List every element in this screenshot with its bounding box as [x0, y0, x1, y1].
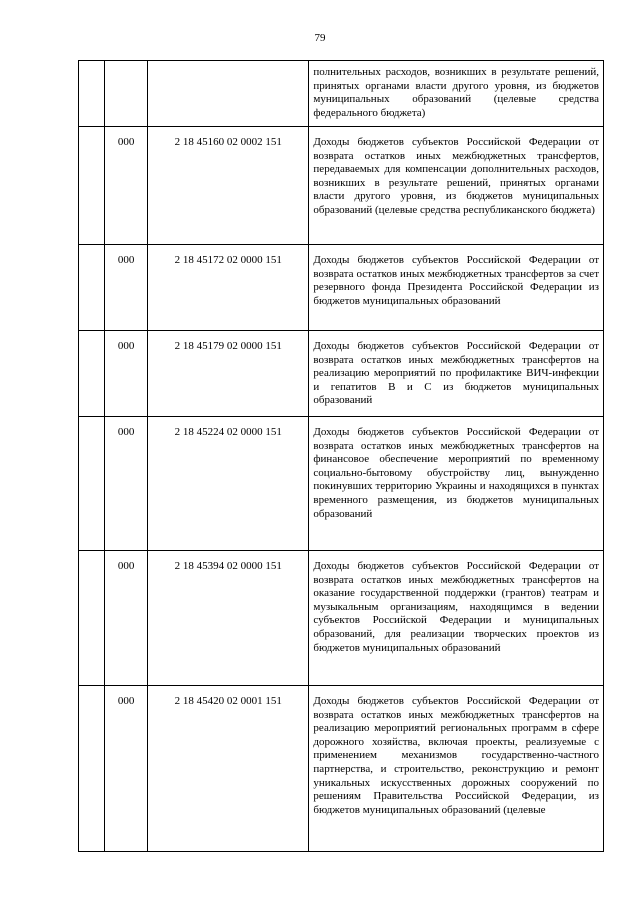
- budget-codes-table: [78, 60, 604, 852]
- budget-code-cell: 2 18 45179 02 0000 151: [148, 331, 309, 417]
- description-cell: [309, 331, 604, 417]
- description-text: Доходы бюджетов субъектов Российской Федерации от возврата остатков иных межбюджетных трансфертов на оказание государственной поддержки (грантов) театрам и музыкальным организациям, находящимся в ведении субъектов Российской Федерации и муниципальных образований, для реализации творческих проектов из бюджетов муниципальных образований: [313, 560, 599, 654]
- index-cell: [79, 61, 105, 127]
- description-cell: [309, 686, 604, 852]
- index-cell: [79, 417, 105, 551]
- budget-code-cell: 2 18 45172 02 0000 151: [148, 245, 309, 331]
- admin-code-cell: 000: [105, 331, 148, 417]
- index-cell: [79, 331, 105, 417]
- description-cell: [309, 417, 604, 551]
- budget-code-cell: 2 18 45394 02 0000 151: [148, 551, 309, 686]
- table-row: [79, 331, 604, 417]
- admin-code-cell: [105, 61, 148, 127]
- description-cell: [309, 245, 604, 331]
- budget-code-cell: 2 18 45160 02 0002 151: [148, 127, 309, 245]
- budget-code-cell: 2 18 45420 02 0001 151: [148, 686, 309, 852]
- index-cell: [79, 245, 105, 331]
- table-row: [79, 61, 604, 127]
- description-text: полнительных расходов, возникших в результате решений, принятых органами власти другого уровня, из бюджетов муниципальных образований (целевые средства федерального бюджета): [313, 66, 599, 119]
- admin-code-cell: 000: [105, 245, 148, 331]
- page-number: 79: [314, 32, 326, 44]
- index-cell: [79, 686, 105, 852]
- budget-code-cell: [148, 61, 309, 127]
- admin-code-cell: 000: [105, 417, 148, 551]
- description-text: Доходы бюджетов субъектов Российской Федерации от возврата остатков иных межбюджетных трансфертов на финансовое обеспечение мероприятий по временному социально-бытовому обустройству лиц, вынужденно покинувших территорию Украины и находящихся в пунктах временного размещения, из бюджетов муниципальных образований: [313, 426, 599, 520]
- admin-code-cell: 000: [105, 127, 148, 245]
- description-text: Доходы бюджетов субъектов Российской Федерации от возврата остатков иных межбюджетных трансфертов на реализацию мероприятий региональных программ в сфере дорожного хозяйства, включая проекты, реализуемые с применением механизмов государственно-частного партнерства, и строительство, реконструкцию и ремонт уникальных искусственных дорожных сооружений по решениям Правительства Российской Федерации, из бюджетов муниципальных образований (целевые: [313, 695, 599, 816]
- description-cell: [309, 61, 604, 127]
- description-text: Доходы бюджетов субъектов Российской Федерации от возврата остатков иных межбюджетных трансфертов, передаваемых для компенсации дополнительных расходов, возникших в результате решений, принятых органами власти другого уровня, из бюджетов муниципальных образований (целевые средства республиканского бюджета): [313, 136, 599, 216]
- description-cell: [309, 551, 604, 686]
- table-row: [79, 686, 604, 852]
- table-row: [79, 245, 604, 331]
- description-text: Доходы бюджетов субъектов Российской Федерации от возврата остатков иных межбюджетных трансфертов на реализацию мероприятий по профилактике ВИЧ-инфекции и гепатитов B и C из бюджетов муниципальных образований: [313, 340, 599, 407]
- table-row: [79, 551, 604, 686]
- description-cell: [309, 127, 604, 245]
- admin-code-cell: 000: [105, 551, 148, 686]
- admin-code-cell: 000: [105, 686, 148, 852]
- table-row: [79, 417, 604, 551]
- description-text: Доходы бюджетов субъектов Российской Федерации от возврата остатков иных межбюджетных трансфертов за счет резервного фонда Президента Российской Федерации из бюджетов муниципальных образований: [313, 254, 599, 307]
- index-cell: [79, 551, 105, 686]
- index-cell: [79, 127, 105, 245]
- table-row: [79, 127, 604, 245]
- budget-code-cell: 2 18 45224 02 0000 151: [148, 417, 309, 551]
